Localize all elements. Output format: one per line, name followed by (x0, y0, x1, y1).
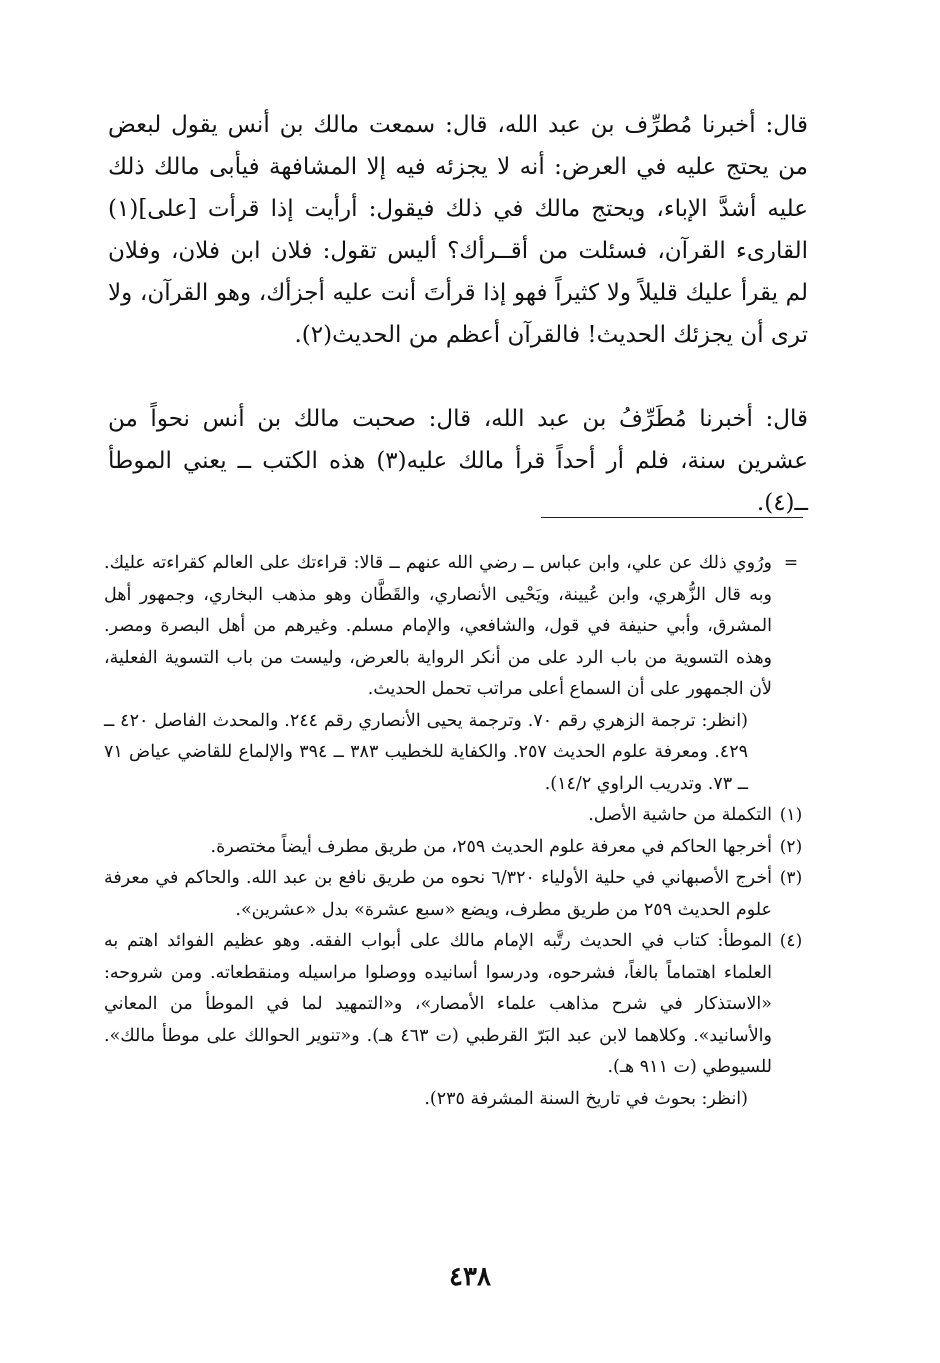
footnote-text-2: أخرجها الحاكم في معرفة علوم الحديث ٢٥٩، من طريق مطرف أيضاً مختصرة. (210, 836, 772, 857)
footnote-mark-4: (٤) (779, 931, 803, 951)
footnote-item-4-reference-row (104, 1084, 810, 1116)
footnote-reference-4: (انظر: بحوث في تاريخ السنة المشرفة ٢٣٥). (424, 1088, 748, 1109)
footnote-text-1: التكملة من حاشية الأصل. (588, 805, 772, 825)
footnote-mark-1: (١) (779, 805, 803, 825)
footnote-text-3: أخرج الأصبهاني في حلية الأولياء ٦/٣٢٠ نحوه من طريق نافع بن عبد الله. والحاكم في معرفة علوم الحديث ٢٥٩ من طريق مطرف، ويضع «سبع عشرة» بدل «عشرين». (104, 868, 772, 920)
footnote-continuation-reference: (انظر: ترجمة الزهري رقم ٧٠. وترجمة يحيى الأنصاري رقم ٢٤٤. والمحدث الفاصل ٤٢٠ ــ ٤٢٩. ومعرفة علوم الحديث ٢٥٧. والكفاية للخطيب ٣٨٣ ــ ٣٩٤ والإلماع للقاضي عياض ٧١ ــ ٧٣. وتدريب الراوي ١٤/٢). (104, 710, 748, 794)
footnote-item-3 (104, 863, 810, 926)
footnote-continuation-mark: = (783, 553, 799, 573)
footnote-continuation (104, 548, 810, 706)
footnote-text-4: الموطأ: كتاب في الحديث رتَّبه الإمام مالك على أبواب الفقه. وهو عظيم الفوائد اهتم به العلماء اهتماماً بالغاً، فشرحوه، ودرسوا أسانيده ووصلوا مراسيله ومنقطعاته. ومن شروحه: «الاستذكار في شرح مذاهب علماء الأمصار»، و«التمهيد لما في الموطأ من المعاني والأسانيد». وكلاهما لابن عبد البَرّ القرطبي (ت ٤٦٣ هـ). و«تنوير الحوالك على موطأ مالك». للسيوطي (ت ٩١١ هـ). (104, 931, 772, 1077)
page-number: ٤٣٨ (449, 1262, 491, 1292)
footnote-continuation-text: ورُوي ذلك عن علي، وابن عباس ــ رضي الله عنهم ــ قالا: قراءتك على العالم كقراءته عليك. وبه قال الزُّهري، وابن عُيينة، ويَحْيى الأنصاري، والقَطَّان وهو مذهب البخاري، وجمهور أهل المشرق، وأبي حنيفة في قول، والشافعي، والإمام مسلم. وغيرهم من أهل البصرة ومصر. وهذه التسوية من باب الرد على من أنكر الرواية بالعرض، وليست من باب التسوية الفعلية، لأن الجمهور على أن السماع أعلى مراتب تحمل الحديث. (104, 553, 772, 699)
footnote-separator-line (541, 517, 803, 518)
footnotes-section (104, 548, 810, 1115)
footnote-item-4 (104, 926, 810, 1084)
body-paragraph-1: قال: أخبرنا مُطرِّف بن عبد الله، قال: سمعت مالك بن أنس يقول لبعض من يحتج عليه في العرض: أنه لا يجزئه فيه إلا المشافهة فيأبى مالك ذلك عليه أشدَّ الإباء، ويحتج مالك في ذلك فيقول: أرأيت إذا قرأت [على](١) القارىء القرآن، فسئلت من أقــرأك؟ أليس تقول: فلان ابن فلان، وفلان لم يقرأ عليك قليلاً ولا كثيراً فهو إذا قرأتَ أنت عليه أجزأك، وهو القرآن، ولا ترى أن يجزئك الحديث! فالقرآن أعظم من الحديث(٢). (108, 112, 808, 348)
footnote-mark-3: (٣) (779, 868, 803, 888)
footnote-item-1 (104, 800, 810, 832)
footnote-mark-2: (٢) (779, 836, 803, 857)
footnote-item-2 (104, 832, 810, 864)
footnote-continuation-reference-row (104, 706, 810, 801)
body-paragraph-2: قال: أخبرنا مُطَرِّفُ بن عبد الله، قال: صحبت مالك بن أنس نحواً من عشرين سنة، فلم أر أحداً قرأ مالك عليه(٣) هذه الكتب ــ يعني الموطأ ــ(٤). (108, 406, 808, 516)
